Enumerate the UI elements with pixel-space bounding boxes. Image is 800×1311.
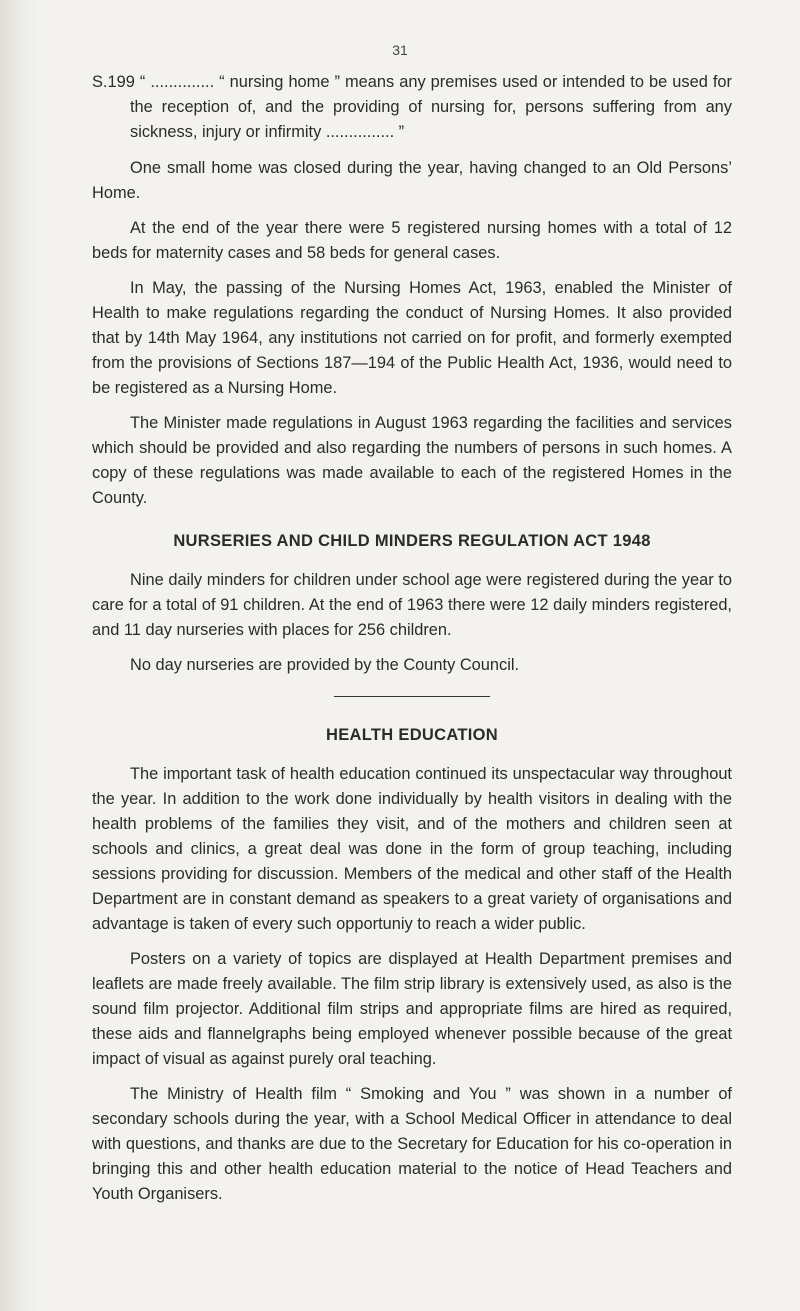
paragraph: At the end of the year there were 5 registered nursing homes with a total of 12 beds for maternity cases and 58 beds for general cases. xyxy=(92,219,732,262)
paragraph: Nine daily minders for children under school age were registered during the year to care for a total of 91 children. At the end of 1963 there were 12 daily minders registered, and 11 day nurseries with places for 256 children. xyxy=(92,571,732,639)
paragraph: In May, the passing of the Nursing Homes Act, 1963, enabled the Minister of Health to make regulations regarding the conduct of Nursing Homes. It also provided that by 14th May 1964, any institutions not carried on for profit, and formerly exempted from the provisions of Sections 187—194 of the Public Health Act, 1936, would need to be registered as a Nursing Home. xyxy=(92,279,732,397)
paragraph: No day nurseries are provided by the County Council. xyxy=(130,656,520,674)
paragraph: Posters on a variety of topics are displayed at Health Department premises and leaflets are made freely available. The film strip library is extensively used, as also is the sound film projector. Additional film strips and appropriate films are hired as required, these aids and flannelgraphs being employed whenever possible because of the great impact of visual as against purely oral teaching. xyxy=(92,950,732,1068)
paragraph: The Minister made regulations in August 1963 regarding the facilities and services which should be provided and also regarding the numbers of persons in such homes. A copy of these regulations was made available to each of the registered Homes in the County. xyxy=(92,414,732,507)
definition-paragraph: S.199 “ .............. “ nursing home ” means any premises used or intended to be used for the reception of, and the providing of nursing for, persons suffering from any sickness, injury or infirmity ............... ” xyxy=(92,73,732,141)
paragraph: The Ministry of Health film “ Smoking and You ” was shown in a number of secondary schools during the year, with a School Medical Officer in attendance to deal with questions, and thanks are due to the Secretary for Education for his co-operation in bringing this and other health education material to the notice of Head Teachers and Youth Organisers. xyxy=(92,1085,732,1203)
section-heading-health-education: HEALTH EDUCATION xyxy=(326,726,498,744)
paragraph: The important task of health education continued its unspectacular way throughout the year. In addition to the work done individually by health visitors in dealing with the health problems of the families they visit, and of the mothers and children seen at schools and clinics, a great deal was done in the form of group teaching, including sessions providing for discussion. Members of the medical and other staff of the Health Department are in constant demand as speakers to a great variety of organisations and advantage is taken of every such opportuniy to reach a wider public. xyxy=(92,765,732,933)
page-content xyxy=(92,70,732,1217)
page-number: 31 xyxy=(392,42,408,58)
section-heading-nurseries: NURSERIES AND CHILD MINDERS REGULATION ACT 1948 xyxy=(173,532,651,550)
section-divider xyxy=(334,696,490,697)
paragraph: One small home was closed during the year, having changed to an Old Persons’ Home. xyxy=(92,159,732,202)
